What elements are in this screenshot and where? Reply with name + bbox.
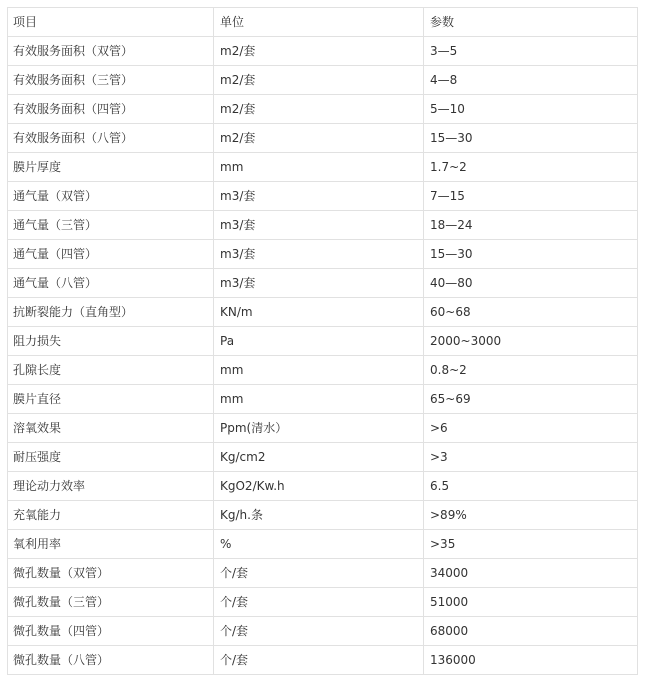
cell-item: 阻力损失 xyxy=(8,327,214,356)
cell-unit: m2/套 xyxy=(214,95,424,124)
table-row xyxy=(8,269,638,298)
cell-unit: Kg/cm2 xyxy=(214,443,424,472)
cell-item: 微孔数量（四管） xyxy=(8,617,214,646)
cell-item: 膜片厚度 xyxy=(8,153,214,182)
table-row xyxy=(8,646,638,675)
table-row xyxy=(8,356,638,385)
cell-unit: mm xyxy=(214,153,424,182)
cell-unit: Pa xyxy=(214,327,424,356)
cell-unit: m2/套 xyxy=(214,37,424,66)
table-header-row xyxy=(8,8,638,37)
cell-item: 有效服务面积（八管） xyxy=(8,124,214,153)
table-row xyxy=(8,559,638,588)
cell-param: 7—15 xyxy=(424,182,638,211)
cell-unit: m3/套 xyxy=(214,182,424,211)
table-row xyxy=(8,414,638,443)
cell-unit: m3/套 xyxy=(214,211,424,240)
cell-unit: Ppm(清水） xyxy=(214,414,424,443)
cell-item: 通气量（四管） xyxy=(8,240,214,269)
cell-param: 2000~3000 xyxy=(424,327,638,356)
cell-item: 微孔数量（三管） xyxy=(8,588,214,617)
cell-item: 微孔数量（双管） xyxy=(8,559,214,588)
cell-param: >3 xyxy=(424,443,638,472)
cell-param: 136000 xyxy=(424,646,638,675)
cell-unit: m3/套 xyxy=(214,269,424,298)
table-row xyxy=(8,530,638,559)
cell-param: 1.7~2 xyxy=(424,153,638,182)
table-row xyxy=(8,385,638,414)
cell-param: 60~68 xyxy=(424,298,638,327)
cell-param: 18—24 xyxy=(424,211,638,240)
cell-item: 孔隙长度 xyxy=(8,356,214,385)
table-row xyxy=(8,182,638,211)
cell-item: 抗断裂能力（直角型） xyxy=(8,298,214,327)
cell-unit: % xyxy=(214,530,424,559)
cell-item: 有效服务面积（三管） xyxy=(8,66,214,95)
cell-param: 6.5 xyxy=(424,472,638,501)
cell-item: 通气量（八管） xyxy=(8,269,214,298)
table-row xyxy=(8,124,638,153)
cell-unit: KN/m xyxy=(214,298,424,327)
cell-unit: 个/套 xyxy=(214,559,424,588)
cell-param: 40—80 xyxy=(424,269,638,298)
header-unit: 单位 xyxy=(214,8,424,37)
cell-unit: mm xyxy=(214,385,424,414)
table-row xyxy=(8,588,638,617)
cell-item: 耐压强度 xyxy=(8,443,214,472)
cell-unit: mm xyxy=(214,356,424,385)
cell-param: 4—8 xyxy=(424,66,638,95)
cell-unit: m2/套 xyxy=(214,66,424,95)
cell-param: 68000 xyxy=(424,617,638,646)
cell-unit: 个/套 xyxy=(214,588,424,617)
table-row xyxy=(8,95,638,124)
cell-param: >35 xyxy=(424,530,638,559)
header-param: 参数 xyxy=(424,8,638,37)
cell-param: 15—30 xyxy=(424,124,638,153)
cell-param: >6 xyxy=(424,414,638,443)
table-row xyxy=(8,501,638,530)
cell-param: 0.8~2 xyxy=(424,356,638,385)
table-row xyxy=(8,617,638,646)
table-row xyxy=(8,211,638,240)
table-row xyxy=(8,153,638,182)
cell-item: 通气量（双管） xyxy=(8,182,214,211)
cell-item: 溶氧效果 xyxy=(8,414,214,443)
spec-table-body xyxy=(8,8,638,675)
spec-table-container xyxy=(7,7,638,675)
cell-item: 膜片直径 xyxy=(8,385,214,414)
cell-unit: KgO2/Kw.h xyxy=(214,472,424,501)
header-item: 项目 xyxy=(8,8,214,37)
cell-item: 充氧能力 xyxy=(8,501,214,530)
table-row xyxy=(8,472,638,501)
cell-unit: 个/套 xyxy=(214,617,424,646)
cell-unit: m3/套 xyxy=(214,240,424,269)
cell-unit: 个/套 xyxy=(214,646,424,675)
table-row xyxy=(8,298,638,327)
cell-param: 65~69 xyxy=(424,385,638,414)
cell-param: 5—10 xyxy=(424,95,638,124)
cell-item: 通气量（三管） xyxy=(8,211,214,240)
table-row xyxy=(8,37,638,66)
cell-param: 3—5 xyxy=(424,37,638,66)
table-row xyxy=(8,66,638,95)
cell-param: >89% xyxy=(424,501,638,530)
table-row xyxy=(8,240,638,269)
table-row xyxy=(8,327,638,356)
cell-item: 有效服务面积（双管） xyxy=(8,37,214,66)
cell-unit: Kg/h.条 xyxy=(214,501,424,530)
cell-unit: m2/套 xyxy=(214,124,424,153)
cell-item: 有效服务面积（四管） xyxy=(8,95,214,124)
cell-item: 理论动力效率 xyxy=(8,472,214,501)
cell-item: 氧利用率 xyxy=(8,530,214,559)
cell-param: 51000 xyxy=(424,588,638,617)
table-row xyxy=(8,443,638,472)
spec-table xyxy=(7,7,638,675)
cell-item: 微孔数量（八管） xyxy=(8,646,214,675)
cell-param: 15—30 xyxy=(424,240,638,269)
cell-param: 34000 xyxy=(424,559,638,588)
